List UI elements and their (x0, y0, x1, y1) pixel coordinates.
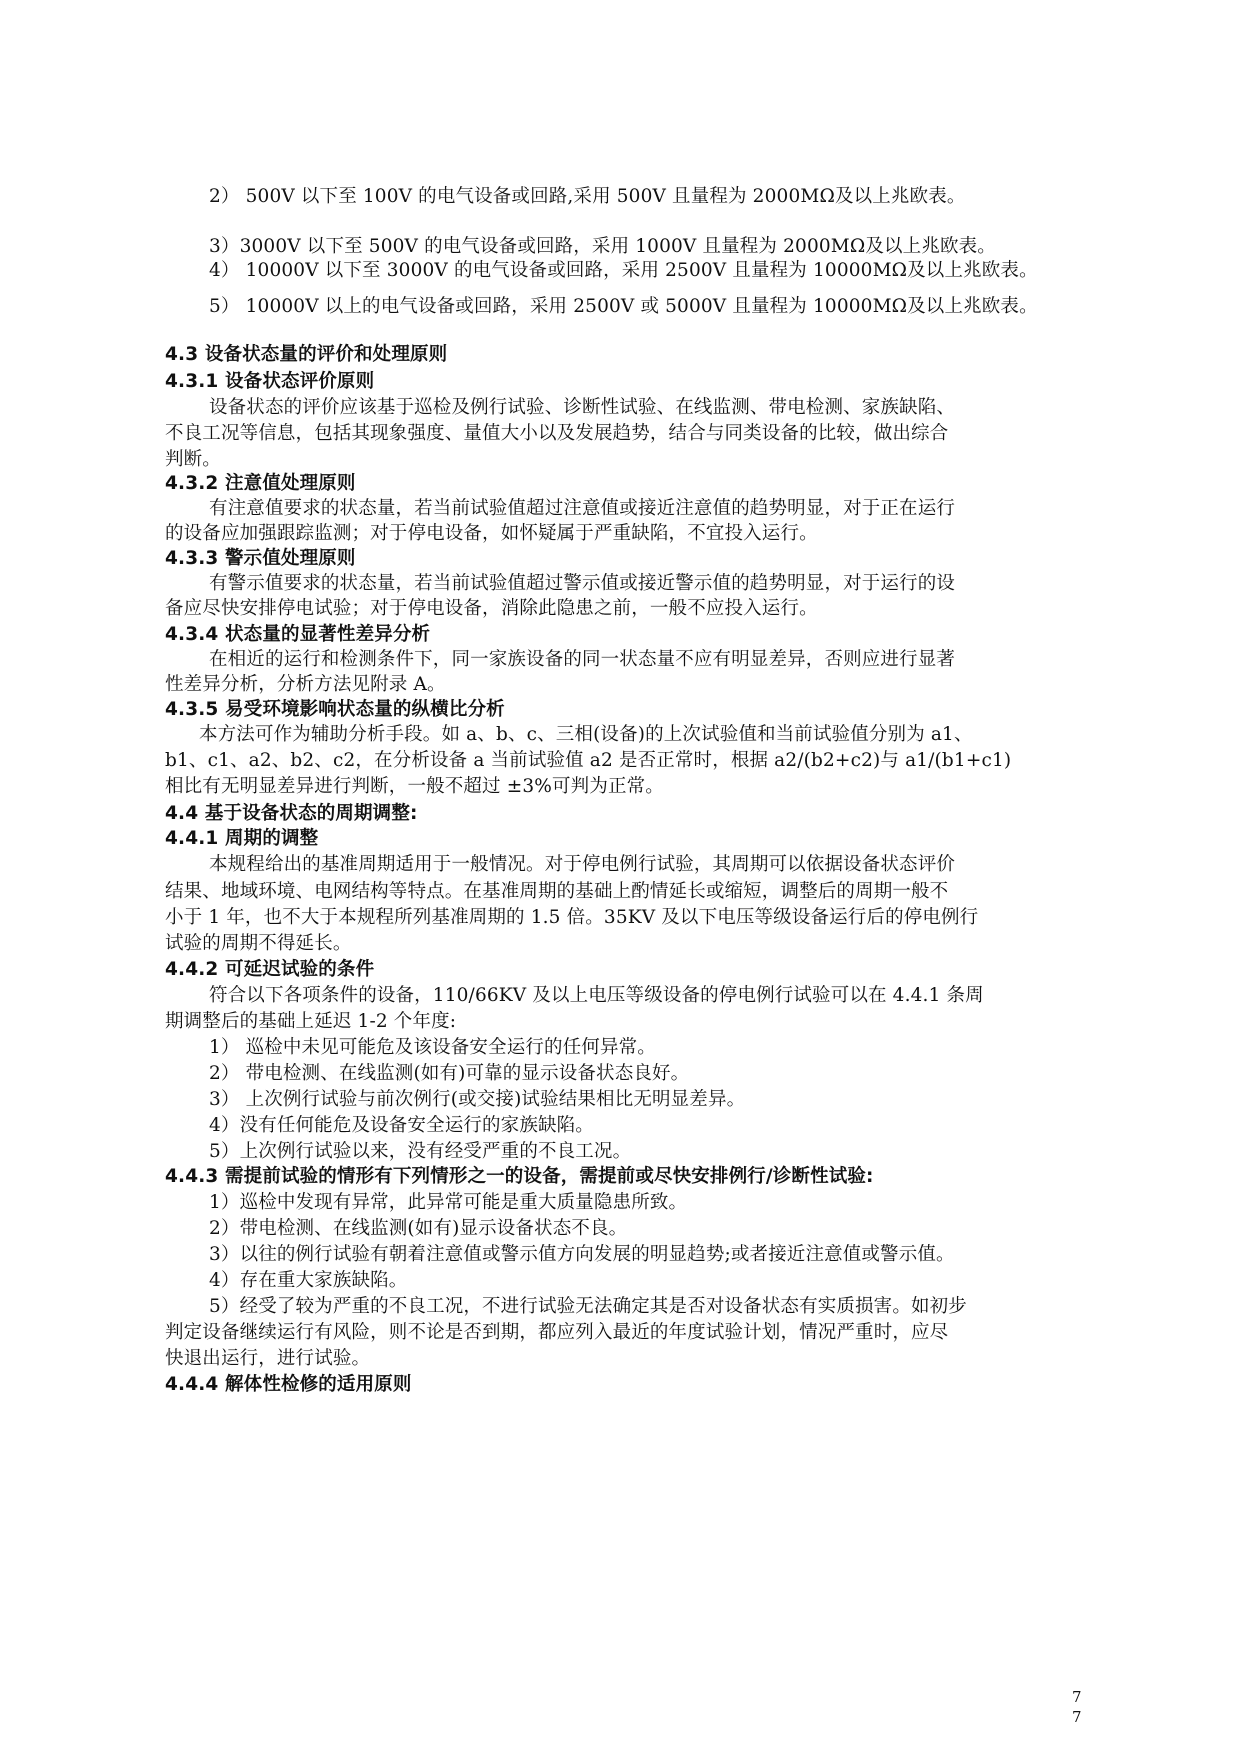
subsection-heading-4-4-2: 4.4.2 可延迟试验的条件 (165, 959, 375, 980)
section-heading-4-3: 4.3 设备状态量的评价和处理原则 (165, 344, 448, 365)
subsection-heading-4-4-4: 4.4.4 解体性检修的适用原则 (165, 1374, 412, 1395)
paragraph-line: 快退出运行，进行试验。 (165, 1348, 371, 1369)
paragraph-line: 不良工况等信息，包括其现象强度、量值大小以及发展趋势，结合与同类设备的比较，做出综合 (165, 423, 949, 444)
list-item: 2）带电检测、在线监测(如有)显示设备状态不良。 (209, 1218, 628, 1239)
list-item: 1） 巡检中未见可能危及该设备安全运行的任何异常。 (209, 1037, 656, 1058)
list-item: 3）3000V 以下至 500V 的电气设备或回路，采用 1000V 且量程为 2000MΩ及以上兆欧表。 (209, 236, 996, 257)
paragraph-line: 的设备应加强跟踪监测；对于停电设备，如怀疑属于严重缺陷，不宜投入运行。 (165, 523, 818, 544)
list-item: 5）上次例行试验以来，没有经受严重的不良工况。 (209, 1141, 632, 1162)
list-item: 3）以往的例行试验有朝着注意值或警示值方向发展的明显趋势;或者接近注意值或警示值。 (209, 1244, 955, 1265)
paragraph-line: 结果、地域环境、电网结构等特点。在基准周期的基础上酌情延长或缩短，调整后的周期一般不 (165, 881, 949, 902)
list-item: 2） 带电检测、在线监测(如有)可靠的显示设备状态良好。 (209, 1063, 690, 1084)
list-item: 2） 500V 以下至 100V 的电气设备或回路,采用 500V 且量程为 2000MΩ及以上兆欧表。 (209, 186, 966, 207)
list-item: 5） 10000V 以上的电气设备或回路，采用 2500V 或 5000V 且量程为 10000MΩ及以上兆欧表。 (209, 296, 1038, 317)
section-heading-4-4: 4.4 基于设备状态的周期调整: (165, 803, 418, 824)
paragraph-line: b1、c1、a2、b2、c2，在分析设备 a 当前试验值 a2 是否正常时，根据 a2/(b2+c2)与 a1/(b1+c1) (165, 750, 1012, 771)
paragraph-line: 相比有无明显差异进行判断，一般不超过 ±3%可判为正常。 (165, 776, 664, 797)
page-number: 7 (1072, 1708, 1082, 1726)
paragraph-line: 试验的周期不得延长。 (165, 933, 352, 954)
paragraph-line: 在相近的运行和检测条件下，同一家族设备的同一状态量不应有明显差异，否则应进行显著 (209, 649, 956, 670)
paragraph-line: 本方法可作为辅助分析手段。如 a、b、c、三相(设备)的上次试验值和当前试验值分别为 a1、 (199, 724, 973, 745)
paragraph-line: 判定设备继续运行有风险，则不论是否到期，都应列入最近的年度试验计划，情况严重时，应尽 (165, 1322, 949, 1343)
paragraph-line: 符合以下各项条件的设备，110/66KV 及以上电压等级设备的停电例行试验可以在 4.4.1 条周 (209, 985, 984, 1006)
paragraph-line: 备应尽快安排停电试验；对于停电设备，消除此隐患之前，一般不应投入运行。 (165, 598, 818, 619)
list-item: 4）存在重大家族缺陷。 (209, 1270, 408, 1291)
subsection-heading-4-3-3: 4.3.3 警示值处理原则 (165, 548, 356, 569)
paragraph-line: 性差异分析，分析方法见附录 A。 (165, 674, 446, 695)
list-item: 5）经受了较为严重的不良工况，不进行试验无法确定其是否对设备状态有实质损害。如初步 (209, 1296, 967, 1317)
paragraph-line: 有警示值要求的状态量，若当前试验值超过警示值或接近警示值的趋势明显，对于运行的设 (209, 573, 956, 594)
subsection-heading-4-4-3: 4.4.3 需提前试验的情形有下列情形之一的设备，需提前或尽快安排例行/诊断性试验: (165, 1166, 874, 1187)
subsection-heading-4-3-2: 4.3.2 注意值处理原则 (165, 473, 356, 494)
paragraph-line: 有注意值要求的状态量，若当前试验值超过注意值或接近注意值的趋势明显，对于正在运行 (209, 498, 956, 519)
subsection-heading-4-3-4: 4.3.4 状态量的显著性差异分析 (165, 624, 431, 645)
list-item: 4） 10000V 以下至 3000V 的电气设备或回路，采用 2500V 且量程为 10000MΩ及以上兆欧表。 (209, 260, 1038, 281)
paragraph-line: 期调整后的基础上延迟 1-2 个年度: (165, 1011, 457, 1032)
page-number: 7 (1072, 1688, 1082, 1706)
subsection-heading-4-3-5: 4.3.5 易受环境影响状态量的纵横比分析 (165, 699, 505, 720)
paragraph-line: 本规程给出的基准周期适用于一般情况。对于停电例行试验，其周期可以依据设备状态评价 (209, 854, 956, 875)
subsection-heading-4-3-1: 4.3.1 设备状态评价原则 (165, 371, 375, 392)
subsection-heading-4-4-1: 4.4.1 周期的调整 (165, 828, 319, 849)
list-item: 4）没有任何能危及设备安全运行的家族缺陷。 (209, 1115, 594, 1136)
paragraph-line: 小于 1 年，也不大于本规程所列基准周期的 1.5 倍。35KV 及以下电压等级设备运行后的停电例行 (165, 907, 979, 928)
list-item: 3） 上次例行试验与前次例行(或交接)试验结果相比无明显差异。 (209, 1089, 746, 1110)
list-item: 1）巡检中发现有异常，此异常可能是重大质量隐患所致。 (209, 1192, 688, 1213)
paragraph-line: 设备状态的评价应该基于巡检及例行试验、诊断性试验、在线监测、带电检测、家族缺陷、 (209, 397, 956, 418)
paragraph-line: 判断。 (165, 449, 221, 470)
